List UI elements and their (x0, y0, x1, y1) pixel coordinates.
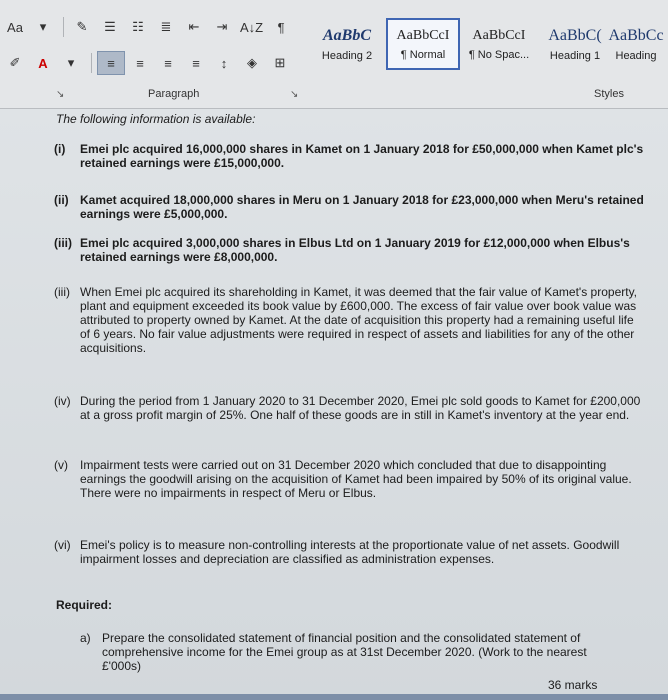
style-heading-1[interactable] (538, 18, 612, 70)
status-bar (0, 694, 668, 700)
increase-indent-icon[interactable]: ⇥ (216, 19, 228, 34)
item-number: (ii) (54, 193, 69, 207)
bullets-icon[interactable]: ☰ (104, 19, 116, 34)
style-heading[interactable] (608, 18, 664, 70)
style-name: ¶ Normal (400, 48, 446, 61)
paragraph-group-label: Paragraph (148, 88, 200, 100)
change-case-button[interactable]: Aa (7, 19, 23, 35)
highlight-icon[interactable]: ✐ (9, 55, 21, 70)
list-item (54, 193, 644, 221)
question-item (80, 631, 620, 673)
ribbon-row-1 (2, 14, 296, 40)
style-sample: AaBbCc (608, 26, 664, 44)
divider (91, 53, 92, 73)
styles-group-label: Styles (594, 88, 624, 100)
styles-gallery (310, 18, 664, 70)
font-dialog-launcher-icon[interactable]: ↘ (56, 89, 65, 100)
style-sample: AaBbCcI (472, 27, 526, 43)
paragraph-dialog-launcher-icon[interactable]: ↘ (290, 89, 299, 100)
line-spacing-icon[interactable]: ↕ (220, 55, 228, 71)
list-item (54, 458, 644, 500)
pilcrow-icon[interactable]: ¶ (277, 19, 285, 35)
list-item (54, 142, 644, 170)
sort-icon[interactable]: A↓Z (240, 19, 264, 35)
style-no-spacing[interactable] (462, 18, 536, 70)
align-right-icon[interactable]: ≡ (164, 55, 172, 71)
justify-icon[interactable]: ≡ (192, 55, 200, 71)
shading-icon[interactable]: ◈ (247, 55, 257, 70)
list-item (54, 285, 644, 355)
question-number: a) (80, 631, 91, 645)
chevron-down-icon[interactable]: ▾ (39, 19, 47, 34)
style-name: ¶ No Spac... (468, 48, 530, 61)
item-text: Emei plc acquired 3,000,000 shares in Elbus Ltd on 1 January 2019 for £12,000,000 when Elbus's retained earnings were £8,000,000. (80, 236, 630, 264)
divider (63, 17, 64, 37)
list-item (54, 236, 644, 264)
style-sample: AaBbC( (548, 26, 602, 44)
style-name: Heading (615, 49, 657, 62)
item-text: Emei's policy is to measure non-controlling interests at the proportionate value of net assets. Goodwill impairment losses and depreciation are classified as administration expenses. (80, 538, 620, 566)
align-left-icon[interactable]: ≡ (97, 51, 125, 75)
item-number: (iv) (54, 394, 71, 408)
intro-text: The following information is available: (56, 112, 256, 126)
style-heading-2[interactable] (310, 18, 384, 70)
clear-format-icon[interactable]: ✎ (76, 19, 88, 34)
item-text: When Emei plc acquired its shareholding in Kamet, it was deemed that the fair value of Kamet's property, plant and equipment exceeded its book value by £600,000. The excess of fair value over book value was attributed to property owned by Kamet. At the date of acquisition this property had a remaining useful life of 6 years. No fair value adjustments were required in respect of assets and liabilities for any of the other acquisitions. (80, 285, 638, 355)
item-number: (vi) (54, 538, 71, 552)
numbering-icon[interactable]: ☷ (132, 19, 144, 34)
item-number: (v) (54, 458, 68, 472)
ribbon (0, 0, 668, 109)
style-name: Heading 2 (321, 49, 373, 62)
font-color-icon[interactable]: A (38, 55, 48, 71)
item-number: (i) (54, 142, 66, 156)
item-number: (iii) (54, 285, 70, 299)
list-item (54, 538, 644, 566)
ribbon-row-2 (2, 50, 295, 76)
list-item (54, 394, 644, 422)
multilevel-list-icon[interactable]: ≣ (160, 19, 172, 34)
style-sample: AaBbCcI (396, 27, 450, 43)
item-text: Emei plc acquired 16,000,000 shares in Kamet on 1 January 2018 for £50,000,000 when Kamet plc's retained earnings were £15,000,000. (80, 142, 644, 170)
chevron-down-icon[interactable]: ▾ (67, 55, 75, 70)
item-text: Kamet acquired 18,000,000 shares in Meru on 1 January 2018 for £23,000,000 when Meru's retained earnings were £5,000,000. (80, 193, 644, 221)
decrease-indent-icon[interactable]: ⇤ (188, 19, 200, 34)
item-text: During the period from 1 January 2020 to 31 December 2020, Emei plc sold goods to Kamet for £200,000 at a gross profit margin of 25%. One half of these goods are in still in Kamet's inventory at the year end. (80, 394, 641, 422)
marks-label: 36 marks (548, 678, 598, 692)
item-text: Impairment tests were carried out on 31 December 2020 which concluded that due to disappointing earnings the goodwill arising on the acquisition of Kamet had been impaired by 50% of its original value. There were no impairments in respect of Meru or Elbus. (80, 458, 632, 500)
borders-icon[interactable]: ⊞ (274, 55, 286, 70)
question-text: Prepare the consolidated statement of financial position and the consolidated statement of comprehensive income for the Emei group as at 31st December 2020. (Work to the nearest £'000s) (102, 631, 587, 673)
required-heading: Required: (56, 598, 113, 612)
item-number: (iii) (54, 236, 72, 250)
style-sample: AaBbC (322, 26, 371, 44)
style-name: Heading 1 (549, 49, 601, 62)
align-center-icon[interactable]: ≡ (136, 55, 144, 71)
style-normal[interactable] (386, 18, 460, 70)
